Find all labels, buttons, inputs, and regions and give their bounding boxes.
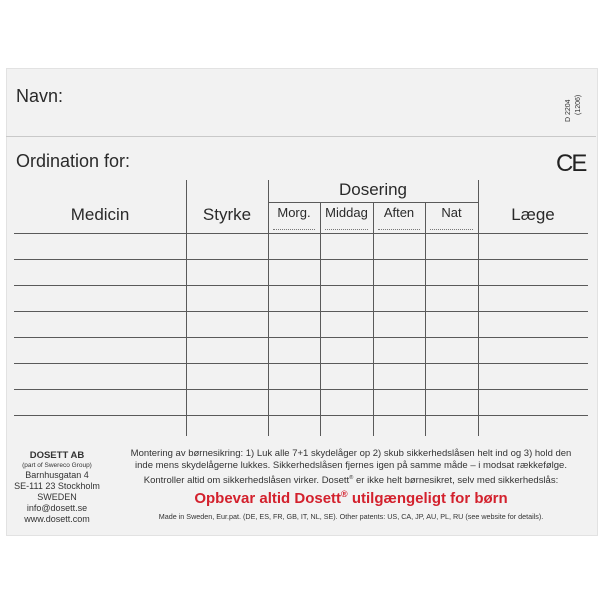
- header-nat: Nat: [441, 205, 462, 220]
- company-website: www.dosett.com: [24, 514, 90, 524]
- warning-registered-mark: ®: [341, 489, 348, 499]
- name-label: Navn:: [16, 86, 64, 106]
- table-row-line: [14, 389, 588, 390]
- header-middag: Middag: [325, 205, 368, 220]
- form-code: D 2204: [565, 99, 572, 122]
- header-aften: Aften: [383, 205, 415, 220]
- address-country: SWEDEN: [37, 492, 77, 502]
- dotted-guide: [430, 229, 473, 230]
- table-row-line: [14, 311, 588, 312]
- table-row-line: [14, 285, 588, 286]
- instructions-line-3-post: er ikke helt børnesikret, selv med sikkerhedslås:: [353, 475, 559, 487]
- instructions-line-3-pre: Kontroller altid om sikkerhedslåsen virker. Dosett: [143, 475, 350, 487]
- company-address: [12, 450, 102, 525]
- dotted-guide: [273, 229, 315, 230]
- header-medicin: Medicin: [70, 205, 130, 224]
- table-row-line: [14, 415, 588, 416]
- instructions-line-2: inde mens skydelågerne lukkes. Sikkerhedslåsen fjernes igen på samme måde – i modsat rækkefølge.: [135, 460, 567, 471]
- table-divider: [425, 202, 426, 436]
- table-row-line: [14, 337, 588, 338]
- dotted-guide: [378, 229, 420, 230]
- registered-mark: ®: [349, 475, 354, 481]
- table-row-line: [14, 233, 588, 234]
- ce-mark: CE: [556, 150, 586, 177]
- header-dosering: Dosering: [338, 180, 408, 199]
- address-street: Barnhusgatan 4: [25, 470, 89, 480]
- table-row-line: [14, 363, 588, 364]
- address-postal: SE-111 23 Stockholm: [14, 481, 100, 491]
- form-code-sub: (1206): [575, 94, 582, 115]
- header-laege: Læge: [511, 205, 555, 224]
- warning-post: utilgængeligt for børn: [347, 490, 508, 507]
- warning-pre: Opbevar altid Dosett: [194, 490, 342, 507]
- dotted-guide: [325, 229, 368, 230]
- table-divider: [373, 202, 374, 436]
- child-warning: [108, 489, 594, 507]
- table-row-line: [14, 259, 588, 260]
- instructions: [108, 448, 594, 487]
- patents-note: Made in Sweden, Eur.pat. (DE, ES, FR, GB, IT, NL, SE). Other patents: US, CA, JP, AU, PL, RU (see website for details).: [158, 512, 544, 521]
- instructions-line-1: Montering av børnesikring: 1) Luk alle 7+1 skydelåger op 2) skub sikkerhedslåsen helt ind og 3) hold den: [130, 448, 572, 459]
- fold-line: [6, 136, 596, 137]
- instructions-line-3: [108, 472, 594, 487]
- company-email: info@dosett.se: [26, 503, 88, 513]
- header-styrke: Styrke: [202, 205, 252, 224]
- table-divider: [268, 202, 478, 203]
- company-group: (part of Swereco Group): [22, 462, 92, 469]
- header-morg: Morg.: [277, 205, 311, 220]
- ordination-label: Ordination for:: [16, 151, 131, 171]
- company-name: DOSETT AB: [29, 450, 85, 461]
- table-divider: [320, 202, 321, 436]
